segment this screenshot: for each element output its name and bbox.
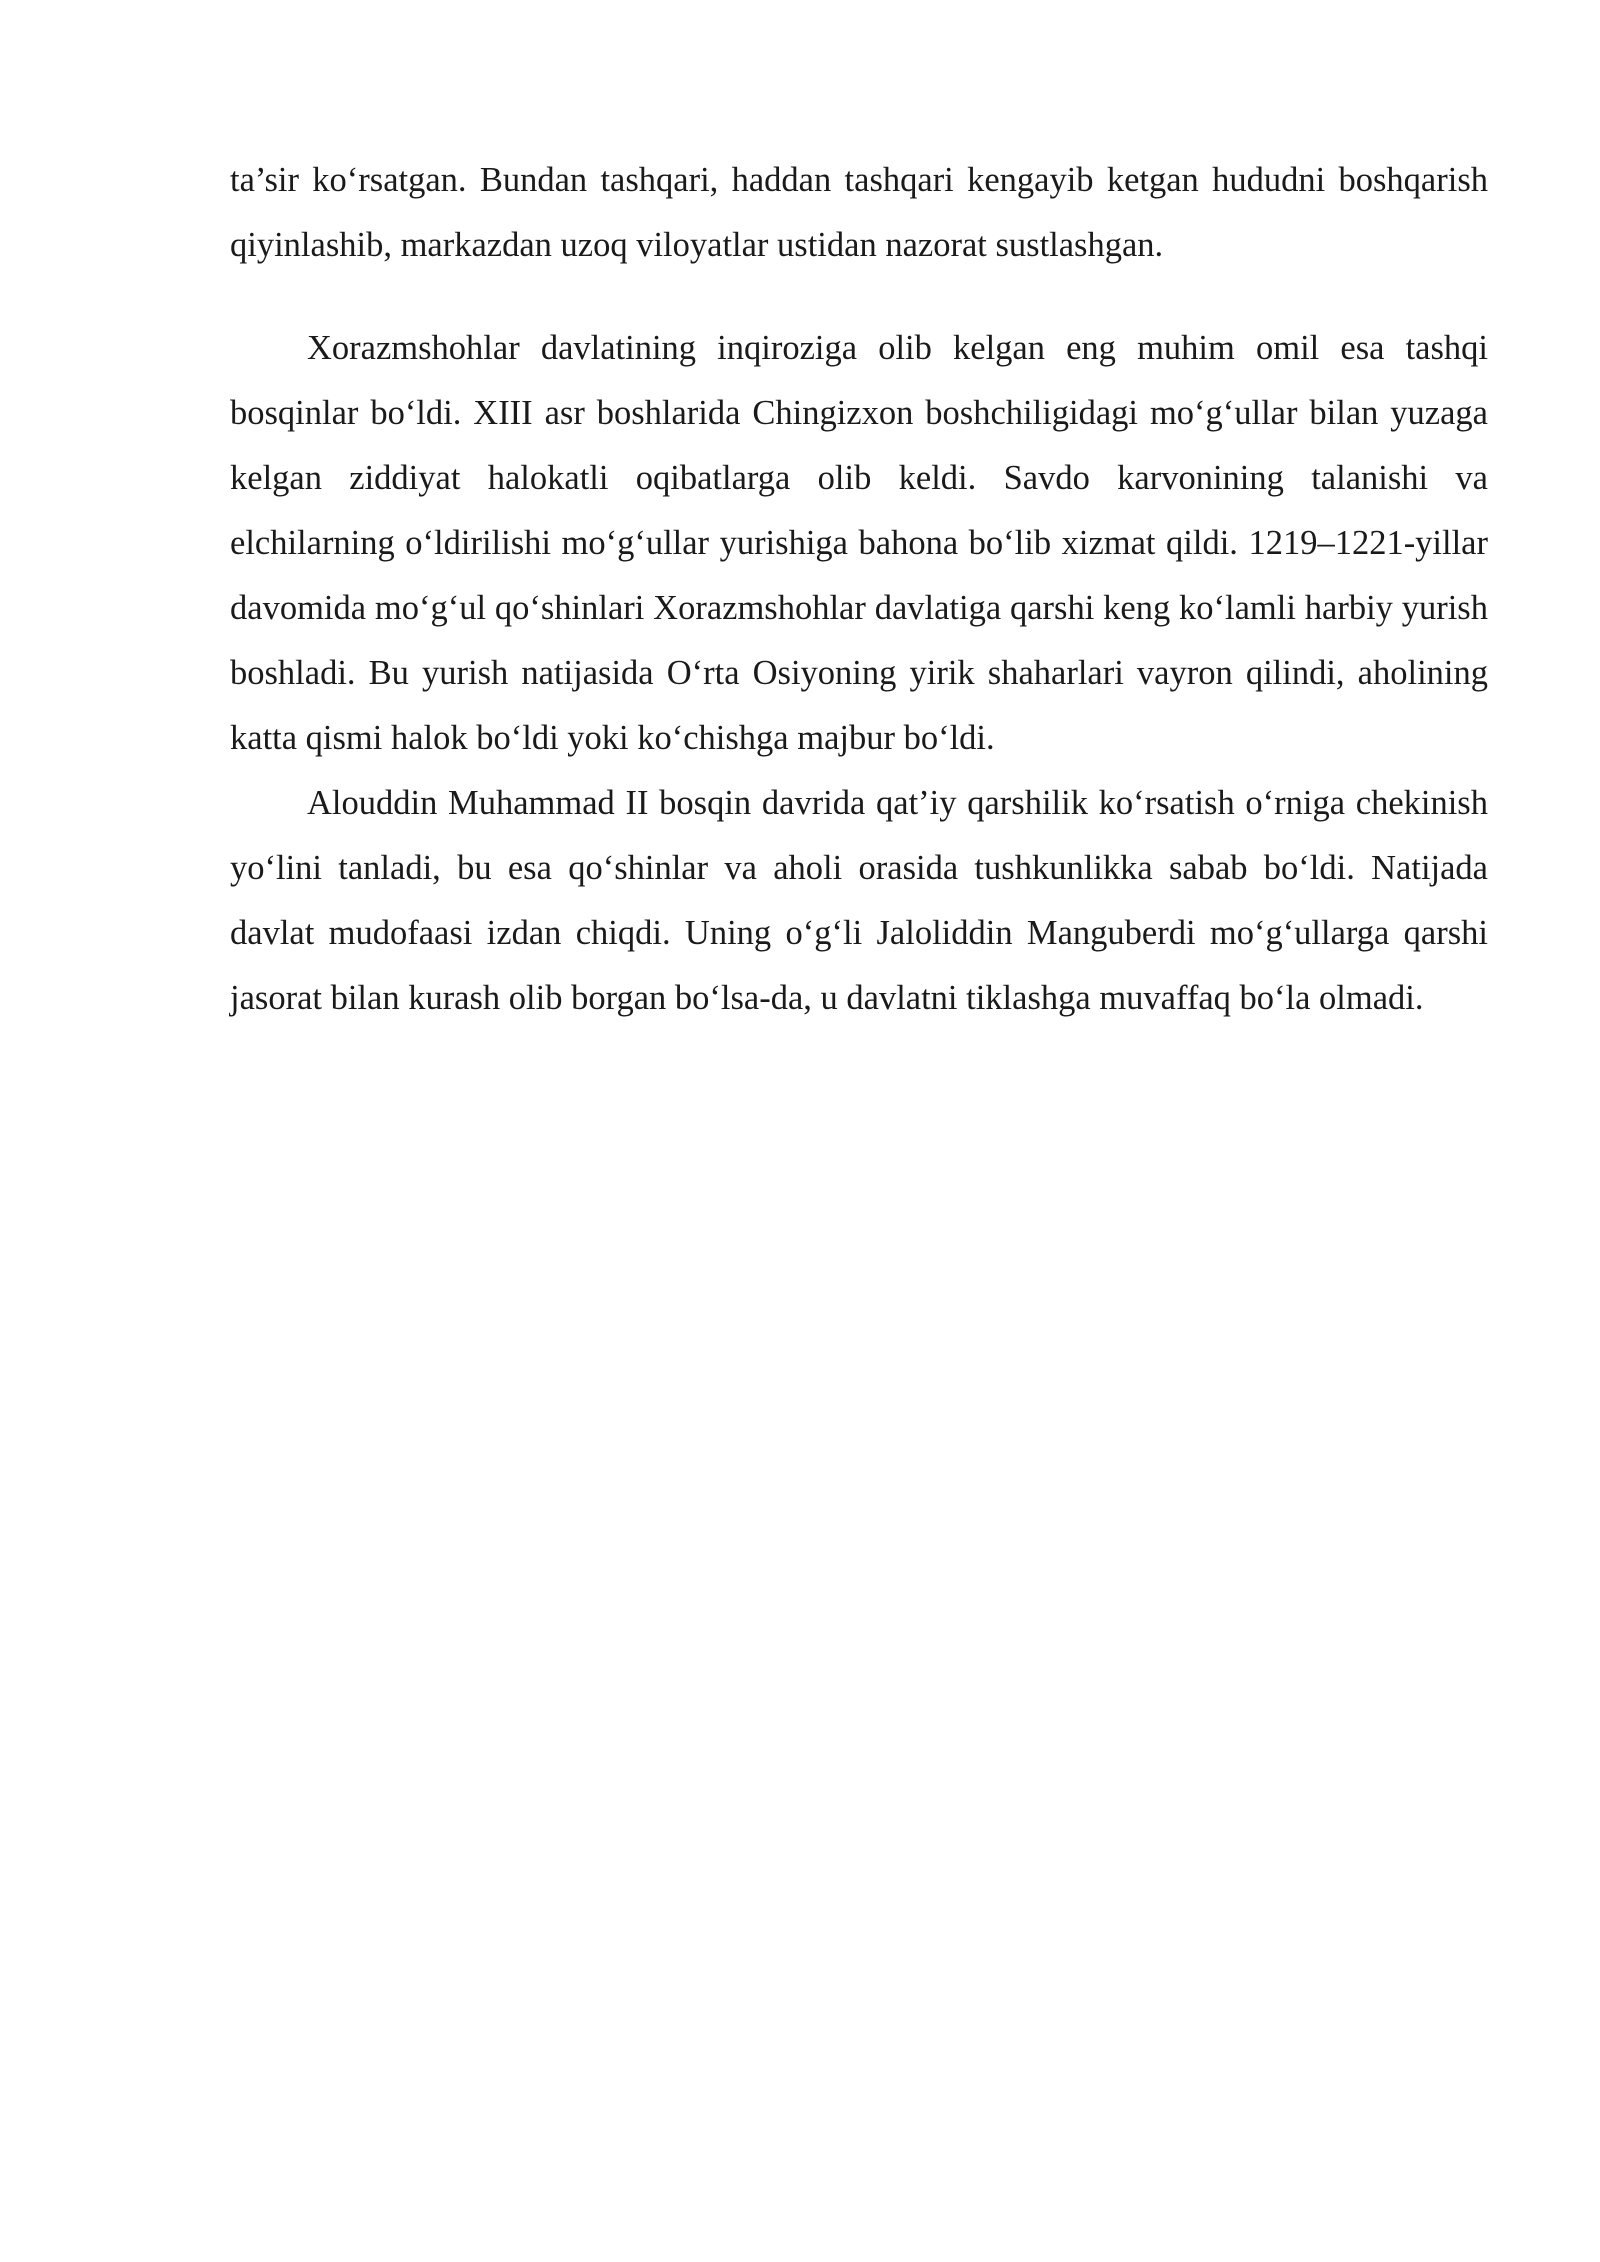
paragraph-2: Xorazmshohlar davlatining inqiroziga olib kelgan eng muhim omil esa tashqi bosqinlar bo‘ldi. XIII asr boshlarida Chingizxon boshchiligidagi mo‘g‘ullar bilan yuzaga kelgan ziddiyat halokatli oqibatlarga olib keldi. Savdo karvonining talanishi va elchilarning o‘ldirilishi mo‘g‘ullar yurishiga bahona bo‘lib xizmat qildi. 1219–1221-yillar davomida mo‘g‘ul qo‘shinlari Xorazmshohlar davlatiga qarshi keng ko‘lamli harbiy yurish boshladi. Bu yurish natijasida O‘rta Osiyoning yirik shaharlari vayron qilindi, aholining katta qismi halok bo‘ldi yoki ko‘chishga majbur bo‘ldi. — [230, 329, 1488, 757]
paragraph-3: Alouddin Muhammad II bosqin davrida qat’iy qarshilik ko‘rsatish o‘rniga chekinish yo‘lini tanladi, bu esa qo‘shinlar va aholi orasida tushkunlikka sabab bo‘ldi. Natijada davlat mudofaasi izdan chiqdi. Uning o‘g‘li Jaloliddin Manguberdi mo‘g‘ullarga qarshi jasorat bilan kurash olib borgan bo‘lsa-da, u davlatni tiklashga muvaffaq bo‘la olmadi. — [230, 784, 1488, 1017]
document-body — [230, 148, 1488, 1031]
paragraph-1: ta’sir ko‘rsatgan. Bundan tashqari, haddan tashqari kengayib ketgan hududni boshqarish qiyinlashib, markazdan uzoq viloyatlar ustidan nazorat sustlashgan. — [230, 161, 1488, 264]
